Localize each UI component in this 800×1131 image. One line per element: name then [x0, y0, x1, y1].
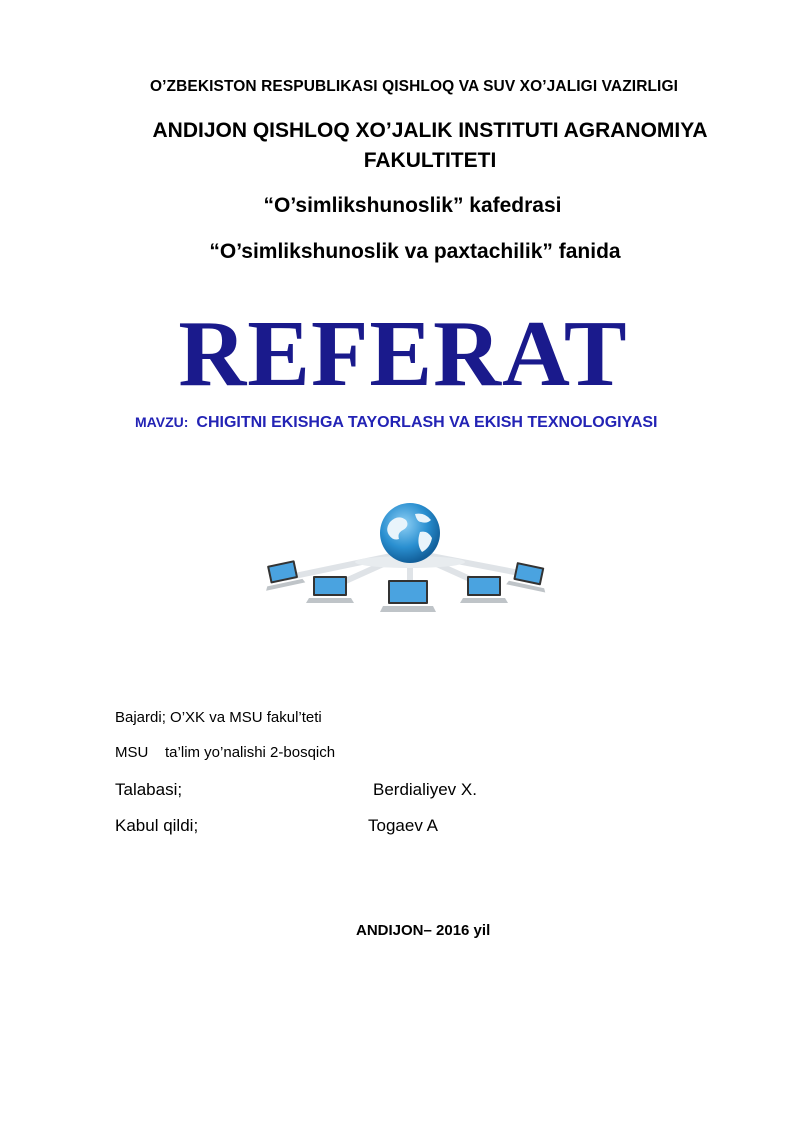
footer-city-year: ANDIJON– 2016 yil: [356, 922, 491, 939]
accepted-name: Togaev A: [368, 816, 438, 835]
globe-network-laptops-icon: [255, 500, 565, 625]
institute-heading: ANDIJON QISHLOQ XO’JALIK INSTITUTI AGRANOMIYA FAKULTITETI: [152, 119, 708, 172]
program-prefix: MSU: [115, 744, 149, 761]
department-heading: “O’simlikshunoslik” kafedrasi: [263, 194, 562, 217]
subject-heading: “O’simlikshunoslik va paxtachilik” fanida: [209, 240, 621, 263]
performed-by-line: Bajardi; O’XK va MSU fakul’teti: [115, 709, 322, 726]
program-text: ta’lim yo’nalishi 2-bosqich: [165, 744, 336, 761]
program-line: [115, 744, 335, 761]
student-label: Talabasi;: [115, 780, 183, 799]
student-row: [115, 780, 615, 800]
accepted-row: [115, 816, 615, 836]
document-title: REFERAT: [178, 302, 628, 406]
globe-icon: [380, 503, 440, 563]
topic-label: MAVZU:: [135, 414, 189, 430]
student-name: Berdialiyev X.: [373, 780, 477, 799]
ministry-heading: O’ZBEKISTON RESPUBLIKASI QISHLOQ VA SUV XO’JALIGI VAZIRLIGI: [149, 78, 679, 95]
accepted-label: Kabul qildi;: [115, 816, 199, 835]
topic-line: [135, 414, 658, 432]
topic-text: CHIGITNI EKISHGA TAYORLASH VA EKISH TEXNOLOGIYASI: [196, 414, 658, 431]
